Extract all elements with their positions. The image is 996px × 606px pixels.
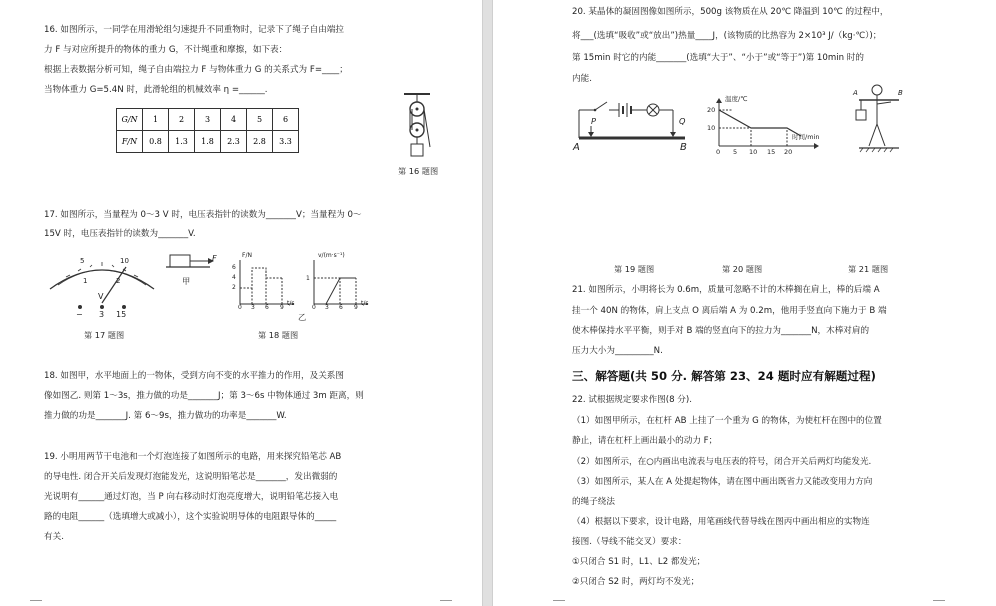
q21-line4: 压力大小为_________N.	[572, 346, 663, 356]
left-page	[0, 0, 482, 606]
graph20-xtick: 20	[784, 148, 793, 156]
q18-line1: 18. 如图甲，水平地面上的一物体，受到方向不变的水平推力的作用，及关系图	[44, 371, 344, 381]
graph1-ytick: 2	[232, 284, 236, 291]
q22-line: 22. 试根据规定要求作图(8 分).	[572, 395, 692, 405]
table-cell: 1	[143, 109, 169, 131]
scale-top-5: 5	[80, 257, 85, 265]
q20-line3: 第 15min 时它的内能_______(选填“大于”、“小于”或“等于”)第 10min 时的	[572, 53, 864, 63]
q22-line: ②只闭合 S2 时，两灯均不发光；	[572, 577, 700, 587]
scale-bottom-2: 2	[116, 277, 121, 285]
right-page	[493, 0, 996, 606]
terminal-neg: −	[76, 310, 83, 319]
q22-line: 接图.（导线不能交叉）要求：	[572, 537, 687, 547]
fig19-caption: 第 19 题图	[614, 264, 655, 274]
table-cell: 2.3	[221, 131, 247, 153]
graph2-xtick: 6	[339, 304, 343, 311]
graph20-ytick: 20	[707, 106, 716, 114]
q19-line2: 的导电性. 闭合开关后发现灯泡能发光，这说明铅笔芯是_______，发出微弱的	[44, 472, 338, 482]
graph2-xunit: t/s	[361, 300, 369, 307]
q21-line1: 21. 如图所示，小明将长为 0.6m，质量可忽略不计的木棒搁在肩上，棒的后端 A	[572, 285, 880, 295]
scale-top-10: 10	[120, 257, 129, 265]
page-corner-mark	[553, 600, 565, 606]
graph2-xtick: 0	[312, 304, 316, 311]
label-yi: 乙	[298, 312, 307, 322]
label-a-21: A	[853, 89, 858, 97]
table-row-g	[117, 109, 299, 131]
graph1-xtick: 3	[251, 304, 255, 311]
pulley-figure	[400, 92, 436, 164]
graph20-ylabel: 温度/℃	[725, 95, 748, 103]
q21-line3: 使木棒保持水平平衡，则手对 B 端的竖直向下的拉力为_______N，木棒对肩的	[572, 326, 870, 336]
table-cell: 1.8	[195, 131, 221, 153]
graph2-xtick: 9	[354, 304, 358, 311]
table-cell: F/N	[117, 131, 143, 153]
q16-line2: 力 F 与对应所提升的物体的重力 G，不计绳重和摩擦，如下表：	[44, 45, 288, 55]
graph1-xtick: 6	[265, 304, 269, 311]
q16-line3: 根据上表数据分析可知，绳子自由端拉力 F 与物体重力 G 的关系式为 F=____；	[44, 65, 348, 75]
graph2-ylabel: v/(m·s⁻¹)	[318, 252, 345, 259]
table-cell: 6	[273, 109, 299, 131]
page-corner-mark	[30, 600, 42, 606]
q19-line1: 19. 小明用两节干电池和一个灯泡连接了如图所示的电路，用来探究铅笔芯 AB	[44, 452, 342, 462]
graph20-ytick: 10	[707, 124, 716, 132]
q19-line3: 光说明有______通过灯泡，当 P 向右移动时灯泡亮度增大，说明铅笔芯接入电	[44, 492, 339, 502]
cooling-graph	[715, 100, 821, 150]
q19-line5: 有关.	[44, 532, 64, 542]
label-q: Q	[679, 116, 686, 126]
graph1-ylabel: F/N	[242, 252, 252, 259]
q21-line2: 挂一个 40N 的物体，肩上支点 O 离后端 A 为 0.2m，他用手竖直向下施力于 B 端	[572, 306, 887, 316]
fig18-caption: 第 18 题图	[258, 330, 299, 340]
graph20-xlabel: 时间/min	[792, 133, 820, 141]
graph20-xtick: 15	[767, 148, 776, 156]
q17-line2: 15V 时，电压表指针的读数为_______V.	[44, 229, 196, 239]
q18-line2: 像如图乙. 则第 1～3s，推力做的功是_______J；第 3～6s 中物体通过 3m 距离，则	[44, 391, 364, 401]
force-label: F	[212, 253, 217, 263]
q22-line: （1）如图甲所示，在杠杆 AB 上挂了一个重为 G 的物体，为使杠杆在图中的位置	[572, 416, 882, 426]
graph1-xtick: 9	[280, 304, 284, 311]
fig16-caption: 第 16 题图	[398, 166, 439, 176]
fig20-caption: 第 20 题图	[722, 264, 763, 274]
table-cell: 1.3	[169, 131, 195, 153]
q18-line3: 推力做的功是_______J. 第 6～9s，推力做功的功率是_______W.	[44, 411, 287, 421]
page-corner-mark	[933, 600, 945, 606]
q17-line1: 17. 如图所示，当量程为 0～3 V 时，电压表指针的读数为_______V；当量程为 0～	[44, 210, 362, 220]
graph20-xtick: 10	[749, 148, 758, 156]
table-cell: G/N	[117, 109, 143, 131]
q20-line4: 内能.	[572, 74, 592, 84]
section-title: 三、解答题(共 50 分. 解答第 23、24 题时应有解题过程)	[572, 369, 876, 383]
label-b-21: B	[898, 89, 903, 97]
graph1-xtick: 0	[238, 304, 242, 311]
scale-bottom-1: 1	[83, 277, 88, 285]
label-jia: 甲	[182, 276, 191, 286]
graph20-xtick: 0	[716, 148, 721, 156]
page-gutter	[482, 0, 493, 606]
q22-line: （4）根据以下要求，设计电路，用笔画线代替导线在图丙中画出相应的实物连	[572, 517, 870, 527]
page-corner-mark	[440, 600, 452, 606]
table-cell: 5	[247, 109, 273, 131]
fig21-caption: 第 21 题图	[848, 264, 889, 274]
graph1-ytick: 4	[232, 274, 236, 281]
label-b: B	[680, 142, 687, 153]
table-row-f	[117, 131, 299, 153]
q22-line: 的绳子绕法	[572, 497, 615, 507]
fig17-caption: 第 17 题图	[84, 330, 125, 340]
label-p: P	[591, 116, 596, 126]
table-cell: 2	[169, 109, 195, 131]
q22-line: ①只闭合 S1 时，L1、L2 都发光；	[572, 557, 706, 567]
voltmeter-unit: V	[98, 292, 104, 301]
table-cell: 2.8	[247, 131, 273, 153]
q20-line2: 将___(选填“吸收”或“放出”)热量____J，(该物质的比热容为 2×10³ J/（kg·℃）)；	[572, 31, 882, 41]
q22-line: （3）如图所示，某人在 A 处提起物体，请在图中画出既省力又能改变用力方向	[572, 477, 873, 487]
terminal-3: 3	[99, 310, 105, 319]
q16-line1: 16. 如图所示，一同学在用滑轮组匀速提升不同重物时，记录下了绳子自由端拉	[44, 25, 344, 35]
q19-line4: 路的电阻______（选填增大或减小），这个实验说明导体的电阻跟导体的_____	[44, 512, 337, 522]
table-cell: 0.8	[143, 131, 169, 153]
terminal-15: 15	[116, 310, 127, 319]
label-a: A	[573, 142, 580, 153]
table-cell: 3.3	[273, 131, 299, 153]
table-cell: 4	[221, 109, 247, 131]
graph2-ytick: 1	[306, 275, 310, 282]
q16-line4: 当物体重力 G=5.4N 时，此滑轮组的机械效率 η =______.	[44, 85, 268, 95]
graph2-xtick: 3	[325, 304, 329, 311]
q22-line: （2）如图所示，在○内画出电流表与电压表的符号，闭合开关后两灯均能发光.	[572, 457, 872, 467]
graph1-xunit: t/s	[287, 300, 295, 307]
graph20-xtick: 5	[733, 148, 738, 156]
table-cell: 3	[195, 109, 221, 131]
q20-line1: 20. 某晶体的凝固图像如图所示，500g 该物质在从 20℃ 降温到 10℃ 的过程中，	[572, 7, 889, 17]
block-force-figure	[166, 252, 218, 272]
force-weight-table	[116, 108, 299, 153]
graph1-ytick: 6	[232, 264, 236, 271]
q22-line: 静止，请在杠杆上画出最小的动力 F；	[572, 436, 718, 446]
